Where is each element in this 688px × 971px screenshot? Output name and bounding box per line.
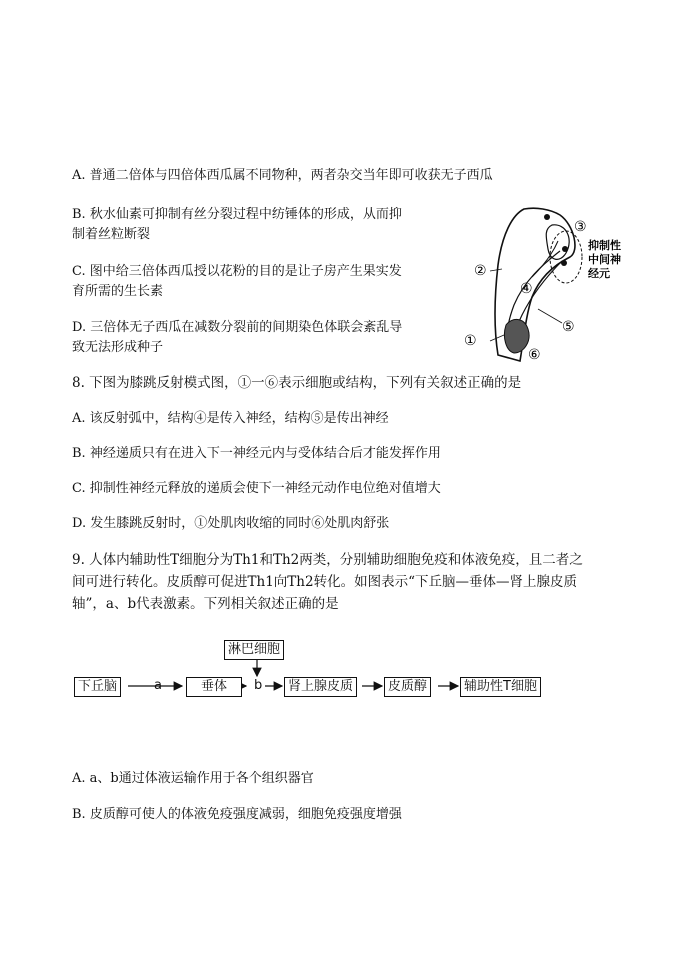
neuron-body-1 <box>562 246 568 252</box>
marker-5: ⑤ <box>562 319 575 335</box>
inhibitory-neuron-dashed-circle <box>550 231 582 283</box>
label-hormone-b: b <box>254 678 263 693</box>
label-inhibitory-3: 经元 <box>588 267 610 280</box>
label-inhibitory-2: 中间神 <box>588 253 621 266</box>
reflex-arc-drawing <box>462 205 622 365</box>
q8-stem: 8. 下图为膝跳反射模式图，①一⑥表示细胞或结构，下列有关叙述正确的是 <box>72 375 522 391</box>
marker-2: ② <box>474 263 487 279</box>
leader-5 <box>538 309 562 323</box>
q8-option-b: B. 神经递质只有在进入下一神经元内与受体结合后才能发挥作用 <box>72 446 441 461</box>
q9-stem-line2: 间可进行转化。皮质醇可促进Th1向Th2转化。如图表示“下丘脑—垂体—肾上腺皮质 <box>72 574 577 590</box>
q7-option-b-line2: 制着丝粒断裂 <box>72 227 151 242</box>
q8-option-d: D. 发生膝跳反射时，①处肌肉收缩的同时⑥处肌肉舒张 <box>72 516 390 531</box>
box-helper-t-cell: 辅助性T细胞 <box>460 677 541 697</box>
neuron-body-2 <box>561 260 567 266</box>
leader-1 <box>490 335 504 341</box>
q9-stem-line1: 9. 人体内辅助性T细胞分为Th1和Th2两类，分别辅助细胞免疫和体液免疫，且二者之 <box>72 552 583 568</box>
q7-option-a: A. 普通二倍体与四倍体西瓜属不同物种，两者杂交当年即可收获无子西瓜 <box>72 168 493 183</box>
marker-6: ⑥ <box>528 347 541 363</box>
box-cortisol: 皮质醇 <box>384 677 431 697</box>
leader-2 <box>490 269 502 271</box>
q7-option-c-line2: 育所需的生长素 <box>72 284 164 299</box>
q7-option-d-line2: 致无法形成种子 <box>72 340 164 355</box>
box-lymphocyte: 淋巴细胞 <box>224 640 284 660</box>
q8-option-c: C. 抑制性神经元释放的递质会使下一神经元动作电位绝对值增大 <box>72 481 441 496</box>
reflex-arc-figure <box>462 205 622 365</box>
q7-option-b-line1: B. 秋水仙素可抑制有丝分裂过程中纺锤体的形成，从而抑 <box>72 207 402 222</box>
box-adrenal-cortex: 肾上腺皮质 <box>284 677 357 697</box>
top-dot <box>544 214 550 220</box>
marker-1: ① <box>464 333 477 349</box>
label-hormone-a: a <box>154 678 162 693</box>
q9-option-a: A. a、b通过体液运输作用于各个组织器官 <box>72 771 314 786</box>
box-hypothalamus: 下丘脑 <box>74 677 121 697</box>
muscle-bundle <box>504 319 529 353</box>
q9-option-b: B. 皮质醇可使人的体液免疫强度减弱，细胞免疫强度增强 <box>72 807 402 822</box>
hpa-axis-diagram <box>70 636 630 706</box>
q7-option-c-line1: C. 图中给三倍体西瓜授以花粉的目的是让子房产生果实发 <box>72 264 402 279</box>
marker-3: ③ <box>574 219 587 235</box>
label-inhibitory-1: 抑制性 <box>588 239 621 252</box>
q9-stem-line3: 轴”，a、b代表激素。下列相关叙述正确的是 <box>72 596 339 612</box>
q8-option-a: A. 该反射弧中，结构④是传入神经，结构⑤是传出神经 <box>72 411 389 426</box>
q7-option-d-line1: D. 三倍体无子西瓜在减数分裂前的间期染色体联会紊乱导 <box>72 320 403 335</box>
marker-4: ④ <box>520 281 533 297</box>
box-pituitary: 垂体 <box>186 677 242 697</box>
